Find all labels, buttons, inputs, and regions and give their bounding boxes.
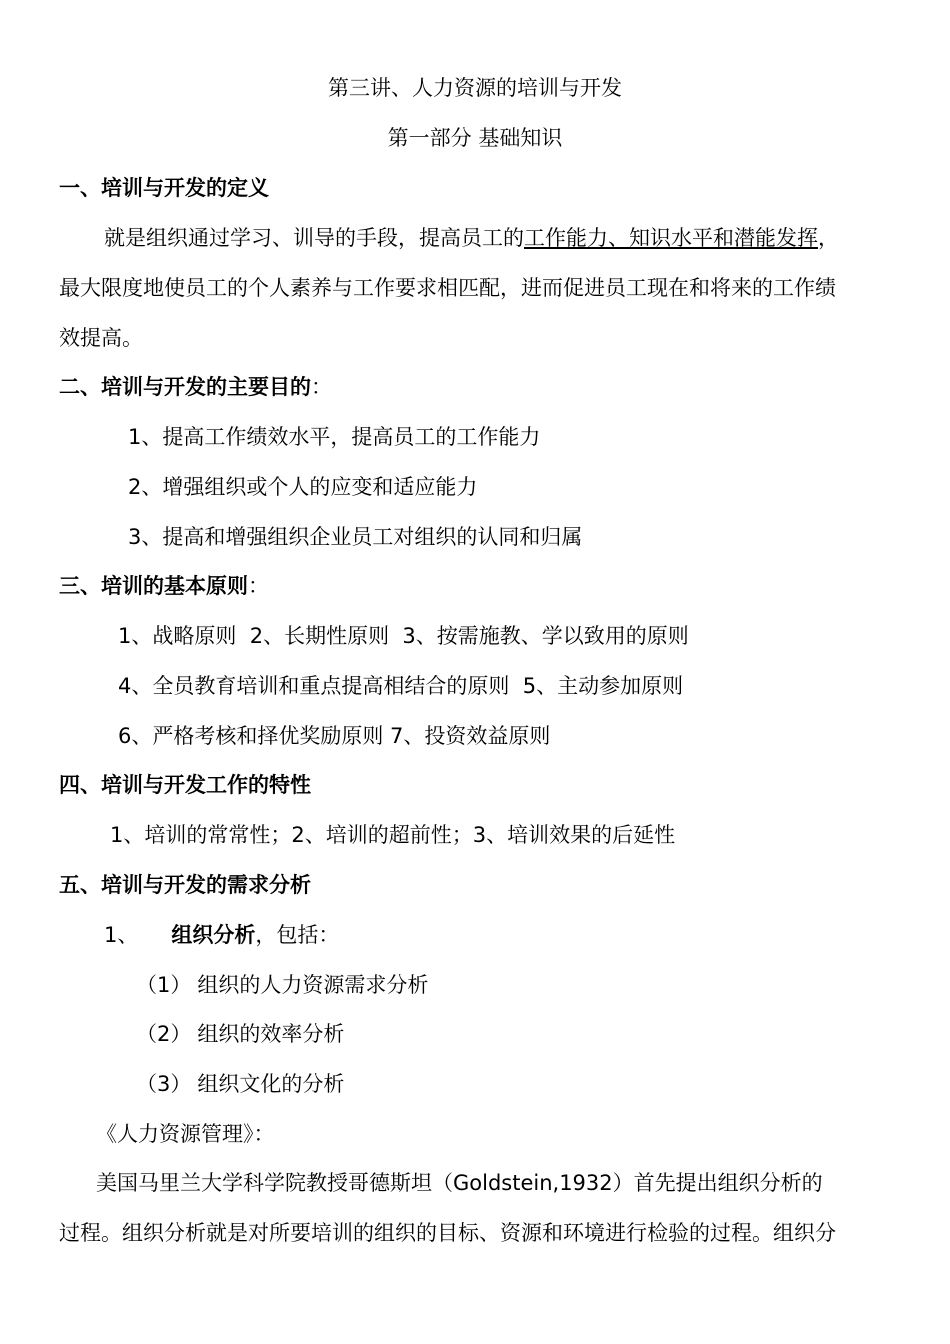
- section-1-paragraph-line-3: 效提高。: [59, 326, 143, 350]
- principles-line: 1、战略原则 2、长期性原则 3、按需施教、学以致用的原则: [118, 624, 689, 648]
- subitem-number: （3）: [136, 1072, 192, 1096]
- section-2-heading: [59, 370, 891, 404]
- analysis-item-bold-label: 组织分析: [171, 923, 256, 947]
- section-1-paragraph-line-1: [104, 221, 891, 255]
- definition-underlined-text: 工作能力、知识水平和潜能发挥: [524, 226, 818, 250]
- subitem-text: 组织的人力资源需求分析: [197, 973, 429, 997]
- subitem-text: 组织的效率分析: [197, 1022, 345, 1046]
- list-item: 3、提高和增强组织企业员工对组织的认同和归属: [128, 525, 583, 549]
- section-3-heading: [59, 569, 891, 603]
- goldstein-paragraph-line-1: 美国马里兰大学科学院教授哥德斯坦（Goldstein,1932）首先提出组织分析的: [96, 1171, 823, 1195]
- principles-line: 4、全员教育培训和重点提高相结合的原则 5、主动参加原则: [118, 674, 684, 698]
- principles-line: 6、严格考核和择优奖励原则 7、投资效益原则: [118, 724, 551, 748]
- section-3-heading-colon: ：: [248, 574, 269, 598]
- analysis-item-number: 1、: [104, 923, 139, 947]
- analysis-subitem: [136, 1017, 891, 1051]
- document-title: 第三讲、人力资源的培训与开发: [328, 76, 622, 100]
- analysis-subitem: [136, 1067, 891, 1101]
- goldstein-paragraph-line-2: 过程。组织分析就是对所要培训的组织的目标、资源和环境进行检验的过程。组织分: [59, 1221, 836, 1245]
- book-reference: 《人力资源管理》：: [96, 1122, 275, 1146]
- list-item: 2、增强组织或个人的应变和适应能力: [128, 475, 478, 499]
- document-subtitle: 第一部分 基础知识: [387, 126, 563, 150]
- characteristics-line: 1、培训的常常性；2、培训的超前性；3、培训效果的后延性: [110, 823, 676, 847]
- definition-punct: ，: [818, 226, 839, 250]
- section-2-heading-colon: ：: [311, 375, 332, 399]
- section-4-heading: 四、培训与开发工作的特性: [59, 773, 311, 797]
- section-2-heading-text: 二、培训与开发的主要目的: [59, 375, 311, 399]
- analysis-item-tail: ，包括：: [255, 923, 340, 947]
- section-1-heading: 一、培训与开发的定义: [59, 176, 269, 200]
- subitem-number: （1）: [136, 973, 192, 997]
- section-5-heading: 五、培训与开发的需求分析: [59, 873, 311, 897]
- subitem-number: （2）: [136, 1022, 192, 1046]
- section-3-heading-text: 三、培训的基本原则: [59, 574, 248, 598]
- subitem-text: 组织文化的分析: [197, 1072, 345, 1096]
- section-1-paragraph-line-2: 最大限度地使员工的个人素养与工作要求相匹配，进而促进员工现在和将来的工作绩: [59, 276, 836, 300]
- definition-text: 就是组织通过学习、训导的手段，提高员工的: [104, 226, 524, 250]
- analysis-subitem: [136, 968, 891, 1002]
- analysis-item-1: [104, 918, 891, 952]
- list-item: 1、提高工作绩效水平，提高员工的工作能力: [128, 425, 541, 449]
